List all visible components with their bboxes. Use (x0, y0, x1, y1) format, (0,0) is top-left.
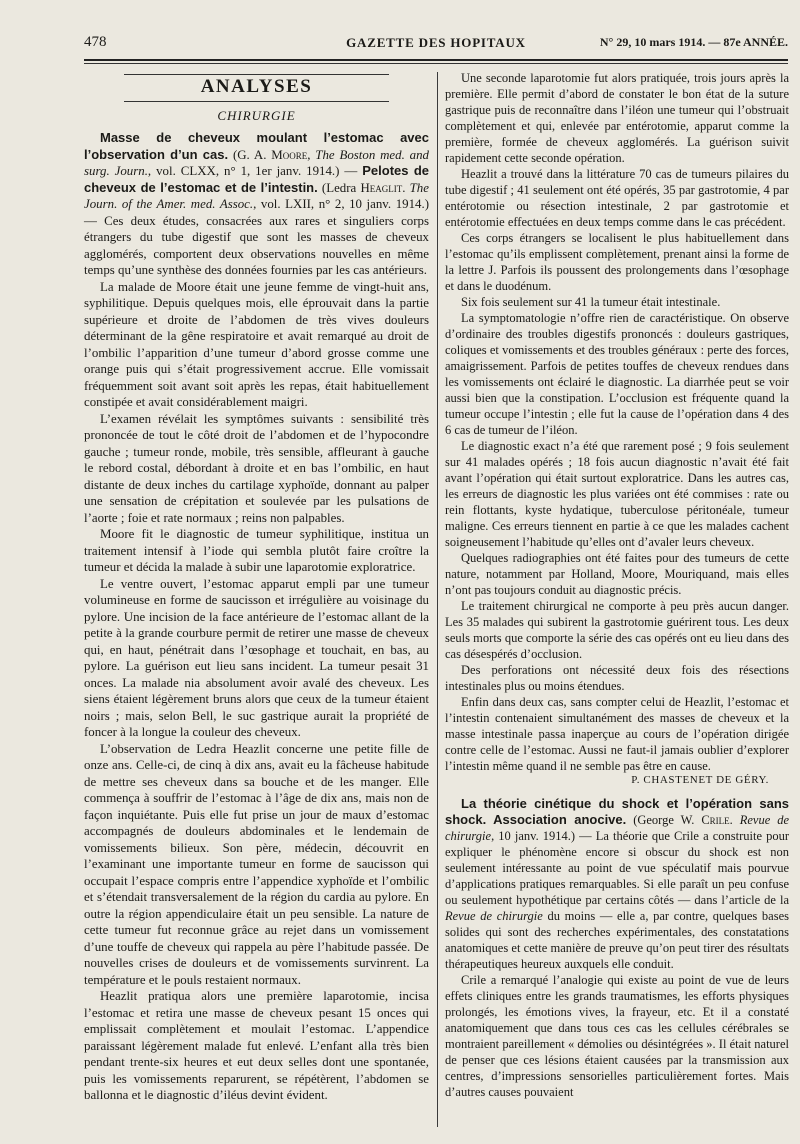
right-column (445, 70, 789, 1100)
article2-ref-rest: , 10 janv. 1914.) — (491, 829, 592, 843)
paragraph: Moore fit le diagnostic de tumeur syphilitique, institua un traitement intensif à l’iode qui sembla plutôt faire croître la tumeur et décida la malade à subir une laparotomie exploratrice. (84, 527, 429, 574)
paragraph: Heazlit a trouvé dans la littérature 70 cas de tumeurs pilaires du tube digestif ; 41 seulement ont été opérés, 35 par gastrotomie, 4 par entérotomie ou résection intestinale, 2 par gastrotomie et entérotomie effectuées en deux temps comme dans le cas précédent. (445, 167, 789, 229)
paragraph: Une seconde laparotomie fut alors pratiquée, trois jours après la première. Elle permit d’abord de constater le bon état de la suture gastrique puis de reconnaître dans l’iléon une tumeur qui l’obstruait complètement et qui, enlevée par entérotomie, apparut comme la première, formée de cheveux agglomérés. La guérison suivit rapidement cette seconde opération. (445, 71, 789, 165)
paragraph: L’examen révélait les symptômes suivants : sensibilité très prononcée de tout le côté droit de l’abdomen et de l’hypocondre gauche ; tumeur ronde, mobile, très sensible, affleurant à gauche le rebord costal, débordant à droite et en bas l’ombilic, en haut distante de deux inches du cartilage xyphoïde, donnant au palper une sensation de crépitation et soulevée par les pulsations de l’aorte ; foie et rate normaux ; reins non palpables. (84, 411, 429, 525)
paragraph: La malade de Moore était une jeune femme de vingt-huit ans, syphilitique. Depuis quelques mois, elle éprouvait dans la partie supérieure et droite de l’abdomen de très vives douleurs déterminant de la gêne respiratoire et avait remarqué au droit de l’ombilic l’apparition d’une tumeur d’abord grosse comme une orange puis qui s’était progressivement accrue. Elle vomissait fréquemment soit avant soit après les repas, était habituellement constipée et avait considérablement maigri. (84, 279, 429, 409)
ref2-prefix: (Ledra (321, 180, 357, 195)
article2-ref-author: Crile. (701, 813, 733, 827)
ref2-author: Heaglit. (360, 180, 406, 195)
left-column (84, 70, 429, 1104)
article2-heading (445, 796, 789, 972)
ref1-rest: , vol. CLXX, n° 1, 1er janv. 1914.) — (147, 164, 358, 178)
paragraph: Enfin dans deux cas, sans compter celui de Heazlit, l’estomac et l’intestin contenaient simultanément des masses de cheveux et la masse intestinale passa inaperçue au cours de l’opération dirigée contre celle de l’estomac. Aussi ne faut-il jamais oublier d’explorer l’intestin même quand il ne semble pas être en cause. (445, 695, 789, 773)
paragraph: Ces corps étrangers se localisent le plus habituellement dans l’estomac qu’ils emplissent complètement, prenant ainsi la forme de la lettre J. Parfois ils poussent des prolongements dans l’œsophage et dans le duodénum. (445, 231, 789, 293)
ref2-rest: , vol. LXII, n° 2, 10 janv. 1914.) — (84, 197, 429, 228)
journal-title: GAZETTE DES HOPITAUX (346, 35, 526, 50)
ref2-journal: The Journ. of the Amer. med. Assoc. (84, 180, 429, 211)
article1-lead: Masse de cheveux moulant l’estomac avec l’observation d’un cas. (84, 130, 429, 162)
subsection-title: CHIRURGIE (217, 107, 296, 123)
ref1-author: Moore (271, 147, 308, 162)
spacer (445, 788, 789, 796)
paragraph: Crile a remarqué l’analogie qui existe au point de vue de leurs effets cliniques entre les grands traumatismes, les efforts physiques prolongés, les émotions vives, la frayeur, etc. Et il a constaté anatomiquement que dans tous ces cas les cellules cérébrales se montraient pareillement « démolies ou désintégrées ». Il était naturel de penser que ces lésions étaient causées par la transmission aux centres, d’impressions sensorielles particulièrement fortes. Mais d’autres causes pouvaient (445, 973, 789, 1099)
section-title-box (124, 74, 389, 102)
header-rule-thin (84, 63, 788, 64)
paragraph: Le ventre ouvert, l’estomac apparut empli par une tumeur volumineuse en forme de saucisson et irrégulière au voisinage du pylore. Une incision de la face antérieure de l’estomac allant de la petite à la grande courbure permit de retirer une masse de cheveux qui, en haut, pénétrait dans l’œsophage et touchait, en bas, au pylore. La guérison eut lieu sans incident. La tumeur pesait 31 onces. La malade nia absolument avoir avalé des cheveux. Les siens étaient légèrement bruns alors que ceux de la tumeur étaient noirs ; mais, selon Bell, le suc gastrique aurait la propriété de foncer à la longue la couleur des cheveux. (84, 576, 429, 739)
page-number: 478 (84, 34, 107, 50)
article2-text2: du moins — elle a, par contre, quelques bases solides qui sont des recherches expérimentales, des constatations anatomiques et cette manière de preuve qu’on peut tirer des résultats thérapeutiques heureux auxquels elle conduit. (445, 909, 789, 971)
paragraph: Heazlit pratiqua alors une première laparotomie, incisa l’estomac et retira une masse de cheveux pesant 15 onces qui emplissait complètement et moulait l’estomac. L’appendice paraissant légèrement malade fut enlevé. L’enfant alla très bien pendant trente-six heures et eut deux selles dont une spontanée, puis les vomissements reparurent, se répétèrent, l’abdomen se ballonna et le diagnostic d’iléus devint évident. (84, 989, 429, 1102)
author-signature: P. CHASTENET DE GÉRY. (631, 774, 769, 786)
header-rule-thick (84, 59, 788, 61)
article2-lead: La théorie cinétique du shock et l’opération sans shock. Association anocive. (445, 796, 789, 827)
paragraph: Quelques radiographies ont été faites pour des tumeurs de cette nature, notamment par Holland, Moore, Mouriquand, mais elles n’ont pas toujours conduit au diagnostic précis. (445, 551, 789, 597)
article2-ref-journal2: Revue de chirurgie (445, 909, 543, 923)
paragraph: Des perforations ont nécessité deux fois des résections intestinales plus ou moins étendues. (445, 663, 789, 693)
article1-heading: Masse de cheveux moulant l’estomac avec l’observation d’un cas. (G. A. Moore, The Boston med. and surg. Journ., vol. CLXX, n° 1, 1er janv. 1914.) — Pelotes de cheveux de l’estomac et de l’intestin. (Ledra Heaglit. The Journ. of the Amer. med. Assoc., vol. LXII, n° 2, 10 janv. 1914.) — Ces deux études, consacrées aux rares et singuliers corps étrangers du tube digestif que sont les masses de cheveux agglomérés, comportent deux observations nouvelles en même temps qu’une synthèse des données fournies par les cas antérieurs. (84, 130, 429, 277)
article1-intro: Ces deux études, consacrées aux rares et singuliers corps étrangers du tube digestif que sont les masses de cheveux agglomérés, comportent deux observations nouvelles en même temps qu’une synthèse des données fournies par les cas antérieurs. (84, 213, 429, 277)
article2-ref-prefix: (George W. (633, 813, 695, 827)
ref1-prefix: (G. A. (232, 147, 267, 162)
section-title: ANALYSES (200, 76, 313, 97)
page-header (84, 34, 788, 58)
paragraph: Le traitement chirurgical ne comporte à peu près aucun danger. Les 35 malades qui subirent la gastrotomie guérirent tous. Les deux seuls morts que comporte la série des cas opérés ont eu lieu dans des cas désespérés d’occlusion. (445, 599, 789, 661)
article2-text: La théorie que Crile a construite pour expliquer le phénomène encore si obscur du shock est non seulement intéressante au point de vue spéculatif mais pourvue d’applications pratiques remarquables. Si elle paraît un peu confuse ou seulement hypothétique par certains côtés — dans l’article de la (445, 829, 790, 907)
article1-lead2: Pelotes de cheveux de l’estomac et de l’intestin. (84, 163, 429, 195)
ref1-journal: The Boston med. and surg. Journ. (84, 147, 429, 178)
paragraph: Six fois seulement sur 41 la tumeur était intestinale. (461, 295, 721, 309)
article2-ref-journal: Revue de chirurgie (445, 813, 790, 843)
column-divider (437, 72, 438, 1127)
paragraph: Le diagnostic exact n’a été que rarement posé ; 9 fois seulement sur 41 malades opérés ; 18 fois aucun diagnostic n’avait été fait avant l’opération qui était surtout exploratrice. Dans les autres cas, les erreurs de diagnostic les plus variées ont été commises : rate ou rein flottants, kyste hydatique, tuberculose péritonéale, tumeur maligne. Ces erreurs tiennent en partie à ce que les malades cachent soigneusement l’habitude qu’elles ont d’avaler leurs cheveux. (445, 439, 789, 549)
paragraph: La symptomatologie n’offre rien de caractéristique. On observe d’ordinaire des troubles digestifs prononcés : douleurs gastriques, coliques et vomissements et des troubles généraux : perte des forces, amaigrissement. Parfois de petites touffes de cheveux rendues dans les vomissements ont éclairé le diagnostic. La diarrhée peut se voir aussi bien que la constipation. L’occlusion est fréquente quand la tumeur occupe l’intestin ; elle fut la cause de l’opération dans 4 des 6 cas de tumeur de l’iléon. (445, 311, 789, 437)
issue-info: N° 29, 10 mars 1914. — 87e ANNÉE. (599, 35, 788, 49)
paragraph: L’observation de Ledra Heazlit concerne une petite fille de onze ans. Celle-ci, de cinq à dix ans, avait eu la fâcheuse habitude de mettre ses cheveux dans sa bouche et de les manger. Elle commença à souffrir de l’estomac à l’âge de dix ans, mais non de façon inquiétante. Puis elle fut prise un jour de maux d’estomac accompagnés de douleurs abdominales et le lendemain de vomissements bilieux. Son père, médecin, découvrit en l’examinant une importante tumeur en forme de saucisson qui occupait l’espace compris entre l’appendice xyphoïde et l’ombilic et s’étendait transversalement de la région du cardia au pylore. En outre la région appendiculaire était un peu sensible. La nature de cette tumeur fut reconnue grâce au rejet dans un vomissement d’une touffe de cheveux qui rappela au père l’habitude passée. De nouvelles crises de douleurs et de vomissements survinrent. La température et le pouls restaient normaux. (84, 741, 429, 987)
